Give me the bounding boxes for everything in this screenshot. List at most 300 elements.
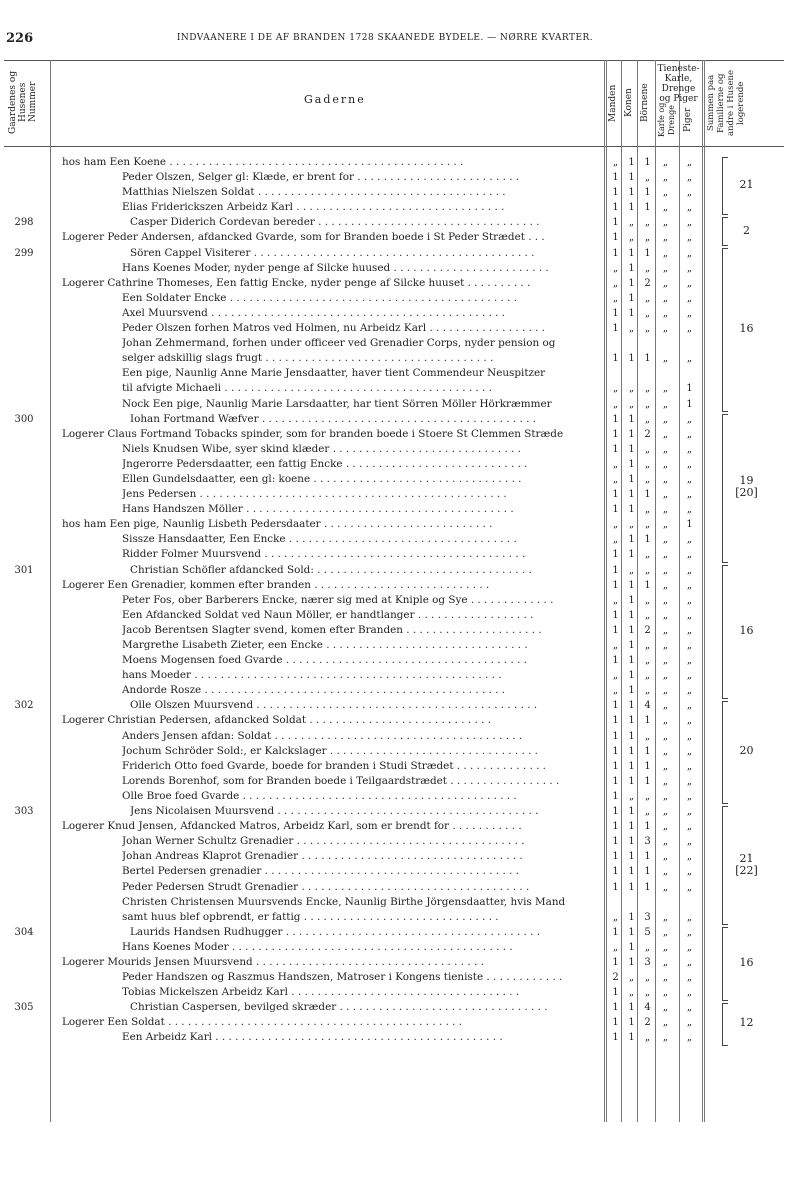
children-count: 1 bbox=[644, 579, 651, 591]
children-count: „ bbox=[644, 398, 651, 410]
servant-maids-count: „ bbox=[686, 217, 693, 229]
men-count: 1 bbox=[612, 323, 619, 335]
men-count: 1 bbox=[612, 956, 619, 968]
resident-entry: Elias Friderickszen Arbeidz Karl . . . . . . . . . . . . . . . . . . . . . . . . . . . . . . . . bbox=[122, 201, 505, 214]
children-count: 1 bbox=[644, 745, 651, 757]
resident-entry: Bertel Pedersen grenadier . . . . . . . . . . . . . . . . . . . . . . . . . . . . . . . . . . . . . . . bbox=[122, 865, 519, 878]
servant-men-count: „ bbox=[662, 790, 669, 802]
table-row bbox=[4, 563, 784, 578]
children-count: 1 bbox=[644, 866, 651, 878]
servant-men-count: „ bbox=[662, 1032, 669, 1044]
men-count: 1 bbox=[612, 232, 619, 244]
servant-men-count: „ bbox=[662, 217, 669, 229]
resident-entry: Peder Pedersen Strudt Grenadier . . . . . . . . . . . . . . . . . . . . . . . . . . . . . . . . . . . bbox=[122, 880, 530, 893]
wife-count: 1 bbox=[628, 202, 635, 214]
table-row bbox=[4, 849, 784, 864]
table-row bbox=[4, 442, 784, 457]
table-row bbox=[4, 804, 784, 819]
children-count: 1 bbox=[644, 187, 651, 199]
children-count: 4 bbox=[644, 700, 651, 712]
servant-men-count: „ bbox=[662, 700, 669, 712]
table-body bbox=[4, 155, 784, 1046]
servant-men-count: „ bbox=[662, 579, 669, 591]
table-row bbox=[4, 321, 784, 336]
resident-entry: Peder Olszen forhen Matros ved Holmen, nu Arbeidz Karl . . . . . . . . . . . . . . . . . . bbox=[122, 322, 546, 335]
children-count: „ bbox=[644, 790, 651, 802]
servant-maids-count: „ bbox=[686, 775, 693, 787]
resident-entry: Tobias Mickelszen Arbeidz Karl . . . . . . . . . . . . . . . . . . . . . . . . . . . . . . . . . . . bbox=[122, 986, 520, 999]
wife-count: 1 bbox=[628, 292, 635, 304]
wife-count: 1 bbox=[628, 277, 635, 289]
table-row bbox=[4, 261, 784, 276]
servant-men-count: „ bbox=[662, 473, 669, 485]
children-count: „ bbox=[644, 232, 651, 244]
men-count: „ bbox=[612, 458, 619, 470]
servant-maids-count: „ bbox=[686, 292, 693, 304]
resident-entry: Hans Handszen Möller . . . . . . . . . . . . . . . . . . . . . . . . . . . . . . . . . . . . . . . . . bbox=[122, 503, 514, 516]
servant-maids-count: „ bbox=[686, 715, 693, 727]
children-count: „ bbox=[644, 594, 651, 606]
wife-count: 1 bbox=[628, 670, 635, 682]
servant-maids-count: „ bbox=[686, 443, 693, 455]
men-count: „ bbox=[612, 292, 619, 304]
col-house-number: Gaardenes og Husenes Nummer bbox=[8, 70, 38, 134]
table-row bbox=[4, 683, 784, 698]
children-count: 1 bbox=[644, 821, 651, 833]
servant-maids-count: „ bbox=[686, 579, 693, 591]
servant-maids-count: „ bbox=[686, 1002, 693, 1014]
servant-maids-count: „ bbox=[686, 866, 693, 878]
servant-men-count: „ bbox=[662, 715, 669, 727]
table-row bbox=[4, 230, 784, 245]
resident-entry: Friderich Otto foed Gvarde, boede for branden i Studi Strædet . . . . . . . . . . . . . . bbox=[122, 759, 546, 772]
wife-count: 1 bbox=[628, 941, 635, 953]
wife-count: 1 bbox=[628, 624, 635, 636]
servant-maids-count: „ bbox=[686, 685, 693, 697]
table-row bbox=[4, 155, 784, 170]
wife-count: 1 bbox=[628, 821, 635, 833]
men-count: 1 bbox=[612, 836, 619, 848]
resident-entry: Matthias Nielszen Soldat . . . . . . . . . . . . . . . . . . . . . . . . . . . . . . . . . . . . . . bbox=[122, 186, 506, 199]
servant-men-count: „ bbox=[662, 534, 669, 546]
servant-maids-count: „ bbox=[686, 473, 693, 485]
table-row bbox=[4, 397, 784, 412]
wife-count: 1 bbox=[628, 307, 635, 319]
table-row bbox=[4, 713, 784, 728]
servant-maids-count: „ bbox=[686, 323, 693, 335]
resident-entry: Olle Olszen Muursvend . . . . . . . . . . . . . . . . . . . . . . . . . . . . . . . . . . . . . . . . . . . bbox=[130, 699, 538, 712]
servant-maids-count: „ bbox=[686, 549, 693, 561]
men-count: 1 bbox=[612, 489, 619, 501]
servant-men-count: „ bbox=[662, 428, 669, 440]
wife-count: 1 bbox=[628, 926, 635, 938]
house-number: 298 bbox=[14, 217, 34, 229]
men-count: 1 bbox=[612, 187, 619, 199]
table-row bbox=[4, 638, 784, 653]
men-count: 1 bbox=[612, 700, 619, 712]
servant-maids-count: „ bbox=[686, 232, 693, 244]
wife-count: 1 bbox=[628, 609, 635, 621]
servant-maids-count: 1 bbox=[686, 519, 693, 531]
resident-entry: Peter Fos, ober Barberers Encke, nærer sig med at Kniple og Sye . . . . . . . . . . . . . bbox=[122, 593, 554, 606]
table-row bbox=[4, 880, 784, 895]
resident-entry: Jacob Berentsen Slagter svend, komen efter Branden . . . . . . . . . . . . . . . . . . . . . bbox=[122, 623, 542, 636]
wife-count: „ bbox=[628, 790, 635, 802]
servant-maids-count: „ bbox=[686, 851, 693, 863]
children-count: 1 bbox=[644, 851, 651, 863]
men-count: 1 bbox=[612, 806, 619, 818]
resident-entry: Casper Diderich Cordevan bereder . . . . . . . . . . . . . . . . . . . . . . . . . . . . . . . . . . bbox=[130, 216, 540, 229]
children-count: „ bbox=[644, 172, 651, 184]
household-total: 20 bbox=[739, 744, 754, 758]
col-servant-men: Karle og Drenge bbox=[657, 102, 676, 138]
table-row bbox=[4, 246, 784, 261]
table-row bbox=[4, 940, 784, 955]
servant-men-count: „ bbox=[662, 549, 669, 561]
men-count: 1 bbox=[612, 609, 619, 621]
men-count: „ bbox=[612, 262, 619, 274]
running-title: INDVAANERE I DE AF BRANDEN 1728 SKAANEDE BYDELE. — NØRRE KVARTER. bbox=[176, 33, 594, 43]
table-row bbox=[4, 653, 784, 668]
wife-count: 1 bbox=[628, 1017, 635, 1029]
children-count: „ bbox=[644, 640, 651, 651]
wife-count: „ bbox=[628, 232, 635, 244]
men-count: 1 bbox=[612, 1017, 619, 1029]
col-streets: Gaderne bbox=[304, 93, 366, 106]
wife-count: 1 bbox=[628, 745, 635, 757]
children-count: 3 bbox=[644, 911, 651, 923]
resident-entry: Christian Schöfler afdancked Sold: . . . . . . . . . . . . . . . . . . . . . . . . . . . . . . . . . bbox=[130, 563, 532, 576]
men-count: „ bbox=[612, 670, 619, 682]
wife-count: 1 bbox=[628, 715, 635, 727]
servant-maids-count: „ bbox=[686, 655, 693, 667]
servant-men-count: „ bbox=[662, 262, 669, 274]
men-count: 1 bbox=[612, 866, 619, 878]
servant-men-count: „ bbox=[662, 956, 669, 968]
resident-entry: Peder Olszen, Selger gl: Klæde, er brent for . . . . . . . . . . . . . . . . . . . . . . . . . bbox=[122, 171, 520, 184]
servant-men-count: „ bbox=[662, 775, 669, 787]
house-number: 302 bbox=[14, 700, 34, 712]
men-count: 1 bbox=[612, 775, 619, 787]
children-count: „ bbox=[644, 549, 651, 561]
servant-men-count: „ bbox=[662, 806, 669, 818]
wife-count: 1 bbox=[628, 458, 635, 470]
table-row bbox=[4, 502, 784, 517]
wife-count: „ bbox=[628, 323, 635, 335]
servant-men-count: „ bbox=[662, 655, 669, 667]
servant-men-count: „ bbox=[662, 730, 669, 742]
children-count: „ bbox=[644, 941, 651, 953]
resident-entry: Johan Werner Schultz Grenadier . . . . . . . . . . . . . . . . . . . . . . . . . . . . . . . . . . . bbox=[122, 835, 525, 848]
servant-maids-count: „ bbox=[686, 806, 693, 818]
resident-entry: Logerer Een Soldat . . . . . . . . . . . . . . . . . . . . . . . . . . . . . . . . . . . . . . . . . . . . . bbox=[62, 1016, 463, 1029]
servant-men-count: „ bbox=[662, 564, 669, 576]
servant-maids-count: „ bbox=[686, 941, 693, 953]
men-count: 1 bbox=[612, 790, 619, 802]
table-row bbox=[4, 366, 784, 381]
servant-maids-count: „ bbox=[686, 534, 693, 546]
servant-maids-count: „ bbox=[686, 700, 693, 712]
servant-men-count: „ bbox=[662, 911, 669, 923]
men-count: 1 bbox=[612, 247, 619, 259]
children-count: „ bbox=[644, 413, 651, 425]
children-count: 1 bbox=[644, 881, 651, 893]
men-count: „ bbox=[612, 519, 619, 531]
children-count: „ bbox=[644, 670, 651, 682]
table-row bbox=[4, 774, 784, 789]
servant-men-count: „ bbox=[662, 157, 669, 168]
wife-count: „ bbox=[628, 398, 635, 410]
resident-entry: Olle Broe foed Gvarde . . . . . . . . . . . . . . . . . . . . . . . . . . . . . . . . . . . . . . . . . . bbox=[122, 789, 517, 802]
children-count: „ bbox=[644, 307, 651, 319]
resident-entry: Jochum Schröder Sold:, er Kalckslager . . . . . . . . . . . . . . . . . . . . . . . . . . . . . . . . bbox=[122, 744, 538, 757]
resident-entry: Margrethe Lisabeth Zieter, een Encke . . . . . . . . . . . . . . . . . . . . . . . . . . . . . . . bbox=[122, 639, 528, 651]
wife-count: 1 bbox=[628, 594, 635, 606]
resident-entry: Logerer Knud Jensen, Afdancked Matros, Arbeidz Karl, som er brendt for . . . . . . . . . . . bbox=[62, 820, 522, 833]
children-count: „ bbox=[644, 609, 651, 621]
table-row bbox=[4, 1015, 784, 1030]
wife-count: 1 bbox=[628, 1002, 635, 1014]
children-count: „ bbox=[644, 564, 651, 576]
col-wife: Konen bbox=[624, 88, 634, 118]
servant-maids-count: 1 bbox=[686, 398, 693, 410]
servant-men-count: „ bbox=[662, 594, 669, 606]
household-total: 16 bbox=[739, 955, 754, 969]
men-count: „ bbox=[612, 534, 619, 546]
wife-count: 1 bbox=[628, 262, 635, 274]
men-count: 1 bbox=[612, 745, 619, 757]
table-row bbox=[4, 170, 784, 185]
men-count: „ bbox=[612, 157, 619, 168]
servant-maids-count: „ bbox=[686, 1032, 693, 1044]
table-row bbox=[4, 744, 784, 759]
children-count: 2 bbox=[644, 1017, 651, 1029]
table-row bbox=[4, 834, 784, 849]
servant-men-count: „ bbox=[662, 277, 669, 289]
children-count: „ bbox=[644, 685, 651, 697]
servant-maids-count: „ bbox=[686, 745, 693, 757]
servant-maids-count: „ bbox=[686, 594, 693, 606]
house-number: 304 bbox=[14, 926, 34, 938]
wife-count: 1 bbox=[628, 911, 635, 923]
servant-men-count: „ bbox=[662, 760, 669, 772]
table-row bbox=[4, 200, 784, 215]
resident-entry: Johan Zehmermand, forhen under officeer ved Grenadier Corps, nyder pension og bbox=[122, 337, 556, 350]
col-children: Börnene bbox=[640, 83, 650, 123]
resident-entry: Christen Christensen Muursvends Encke, Naunlig Birthe Jörgensdaatter, hvis Mand bbox=[122, 895, 566, 908]
wife-count: 1 bbox=[628, 851, 635, 863]
servant-men-count: „ bbox=[662, 1002, 669, 1014]
servant-men-count: „ bbox=[662, 821, 669, 833]
resident-entry: Laurids Handsen Rudhugger . . . . . . . . . . . . . . . . . . . . . . . . . . . . . . . . . . . . . . . bbox=[130, 925, 541, 938]
resident-entry: Logerer Claus Fortmand Tobacks spinder, som for branden boede i Stoere St Clemmen Stræde bbox=[62, 427, 564, 440]
servant-maids-count: „ bbox=[686, 157, 693, 168]
men-count: 1 bbox=[612, 202, 619, 214]
men-count: 1 bbox=[612, 1002, 619, 1014]
children-count: 2 bbox=[644, 277, 651, 289]
resident-entry: hos ham Een pige, Naunlig Lisbeth Pedersdaater . . . . . . . . . . . . . . . . . . . . . . . . . . bbox=[62, 518, 493, 531]
wife-count: 1 bbox=[628, 413, 635, 425]
resident-entry: Sören Cappel Visiterer . . . . . . . . . . . . . . . . . . . . . . . . . . . . . . . . . . . . . . . . . . . bbox=[130, 246, 535, 259]
resident-entry: Niels Knudsen Wibe, syer skind klæder . . . . . . . . . . . . . . . . . . . . . . . . . . . . . bbox=[122, 442, 521, 455]
table-row bbox=[4, 925, 784, 940]
men-count: 1 bbox=[612, 821, 619, 833]
servant-maids-count: „ bbox=[686, 987, 693, 999]
children-count: „ bbox=[644, 972, 651, 984]
resident-entry: Logerer Een Grenadier, kommen efter branden . . . . . . . . . . . . . . . . . . . . . . . . . . . bbox=[62, 578, 490, 591]
servant-maids-count: „ bbox=[686, 262, 693, 274]
men-count: 1 bbox=[612, 851, 619, 863]
servant-maids-count: „ bbox=[686, 760, 693, 772]
resident-entry: Ellen Gundelsdaatter, een gl: koene . . . . . . . . . . . . . . . . . . . . . . . . . . . . . . . . bbox=[122, 472, 522, 485]
servant-maids-count: „ bbox=[686, 428, 693, 440]
children-count: „ bbox=[644, 730, 651, 742]
table-row bbox=[4, 487, 784, 502]
children-count: „ bbox=[644, 383, 651, 395]
table-row bbox=[4, 336, 784, 351]
men-count: 1 bbox=[612, 504, 619, 516]
servant-men-count: „ bbox=[662, 624, 669, 636]
men-count: 1 bbox=[612, 624, 619, 636]
wife-count: 1 bbox=[628, 956, 635, 968]
children-count: 1 bbox=[644, 534, 651, 546]
servant-maids-count: „ bbox=[686, 956, 693, 968]
resident-entry: hans Moeder . . . . . . . . . . . . . . . . . . . . . . . . . . . . . . . . . . . . . . . . . . . . . . . bbox=[122, 669, 502, 682]
servant-maids-count: „ bbox=[686, 504, 693, 516]
servant-men-count: „ bbox=[662, 670, 669, 682]
household-total: 21 bbox=[739, 178, 754, 192]
servant-men-count: „ bbox=[662, 187, 669, 199]
servant-men-count: „ bbox=[662, 489, 669, 501]
servant-men-count: „ bbox=[662, 972, 669, 984]
resident-entry: Jens Nicolaisen Muursvend . . . . . . . . . . . . . . . . . . . . . . . . . . . . . . . . . . . . . . . . bbox=[130, 805, 539, 818]
wife-count: 1 bbox=[628, 187, 635, 199]
servant-maids-count: „ bbox=[686, 670, 693, 682]
resident-entry: Jens Pedersen . . . . . . . . . . . . . . . . . . . . . . . . . . . . . . . . . . . . . . . . . . . . . . . bbox=[122, 488, 507, 501]
men-count: 1 bbox=[612, 715, 619, 727]
servant-men-count: „ bbox=[662, 941, 669, 953]
servant-maids-count: „ bbox=[686, 172, 693, 184]
servant-maids-count: „ bbox=[686, 926, 693, 938]
household-total: 16 bbox=[739, 321, 754, 335]
servant-maids-count: „ bbox=[686, 640, 693, 651]
children-count: „ bbox=[644, 323, 651, 335]
children-count: 1 bbox=[644, 202, 651, 214]
servant-men-count: „ bbox=[662, 172, 669, 184]
table-row bbox=[4, 276, 784, 291]
men-count: 1 bbox=[612, 655, 619, 667]
men-count: „ bbox=[612, 594, 619, 606]
servant-maids-count: 1 bbox=[686, 383, 693, 395]
men-count: 1 bbox=[612, 353, 619, 365]
table-row bbox=[4, 910, 784, 925]
servant-maids-count: „ bbox=[686, 821, 693, 833]
wife-count: 1 bbox=[628, 353, 635, 365]
table-row bbox=[4, 306, 784, 321]
men-count: 1 bbox=[612, 564, 619, 576]
children-count: „ bbox=[644, 458, 651, 470]
servant-maids-count: „ bbox=[686, 277, 693, 289]
children-count: „ bbox=[644, 504, 651, 516]
wife-count: 1 bbox=[628, 443, 635, 455]
wife-count: „ bbox=[628, 217, 635, 229]
resident-entry: Peder Handszen og Raszmus Handszen, Matroser i Kongens tieniste . . . . . . . . . . . . bbox=[122, 971, 563, 984]
servant-men-count: „ bbox=[662, 413, 669, 425]
table-row bbox=[4, 578, 784, 593]
children-count: 4 bbox=[644, 1002, 651, 1014]
house-number: 301 bbox=[14, 564, 34, 576]
resident-entry: Logerer Christian Pedersen, afdancked Soldat . . . . . . . . . . . . . . . . . . . . . . . . . . . . bbox=[62, 714, 491, 727]
men-count: 1 bbox=[612, 307, 619, 319]
col-servant-maids: Piger bbox=[683, 107, 693, 133]
servant-men-count: „ bbox=[662, 685, 669, 697]
table-row bbox=[4, 895, 784, 910]
servant-men-count: „ bbox=[662, 866, 669, 878]
resident-entry: Axel Muursvend . . . . . . . . . . . . . . . . . . . . . . . . . . . . . . . . . . . . . . . . . . . . . bbox=[122, 306, 506, 319]
servant-maids-count: „ bbox=[686, 972, 693, 984]
children-count: 1 bbox=[644, 353, 651, 365]
col-men: Manden bbox=[608, 84, 618, 122]
resident-entry: Hans Koenes Moder, nyder penge af Silcke huused . . . . . . . . . . . . . . . . . . . . . . . . bbox=[122, 261, 549, 274]
resident-entry: Logerer Mourids Jensen Muursvend . . . . . . . . . . . . . . . . . . . . . . . . . . . . . . . . . . . bbox=[62, 955, 484, 968]
servant-maids-count: „ bbox=[686, 911, 693, 923]
servant-men-count: „ bbox=[662, 292, 669, 304]
servant-men-count: „ bbox=[662, 745, 669, 757]
men-count: „ bbox=[612, 640, 619, 651]
wife-count: 1 bbox=[628, 504, 635, 516]
household-total: 21 [22] bbox=[735, 851, 758, 877]
wife-count: 1 bbox=[628, 685, 635, 697]
resident-entry: til afvigte Michaeli . . . . . . . . . . . . . . . . . . . . . . . . . . . . . . . . . . . . . . . . . bbox=[122, 382, 492, 395]
resident-entry: Hans Koenes Moder . . . . . . . . . . . . . . . . . . . . . . . . . . . . . . . . . . . . . . . . . . . bbox=[122, 940, 513, 953]
children-count: „ bbox=[644, 987, 651, 999]
resident-entry: Een Afdancked Soldat ved Naun Möller, er handtlanger . . . . . . . . . . . . . . . . . . bbox=[122, 608, 534, 621]
servant-men-count: „ bbox=[662, 323, 669, 335]
servant-men-count: „ bbox=[662, 202, 669, 214]
wife-count: „ bbox=[628, 987, 635, 999]
men-count: 1 bbox=[612, 549, 619, 561]
wife-count: 1 bbox=[628, 549, 635, 561]
servant-men-count: „ bbox=[662, 247, 669, 259]
wife-count: 1 bbox=[628, 806, 635, 818]
resident-entry: Anders Jensen afdan: Soldat . . . . . . . . . . . . . . . . . . . . . . . . . . . . . . . . . . . . . . bbox=[122, 729, 523, 742]
men-count: 1 bbox=[612, 926, 619, 938]
servant-maids-count: „ bbox=[686, 564, 693, 576]
household-total: 16 bbox=[739, 623, 754, 637]
resident-entry: Christian Caspersen, bevilged skræder . . . . . . . . . . . . . . . . . . . . . . . . . . . . . . . . bbox=[130, 1001, 548, 1014]
children-count: „ bbox=[644, 443, 651, 455]
household-total: 19 [20] bbox=[735, 474, 758, 500]
children-count: „ bbox=[644, 262, 651, 274]
wife-count: 1 bbox=[628, 640, 635, 651]
men-count: „ bbox=[612, 911, 619, 923]
wife-count: „ bbox=[628, 383, 635, 395]
men-count: 1 bbox=[612, 413, 619, 425]
children-count: 1 bbox=[644, 775, 651, 787]
resident-entry: Moens Mogensen foed Gvarde . . . . . . . . . . . . . . . . . . . . . . . . . . . . . . . . . . . . . bbox=[122, 654, 527, 667]
resident-entry: Nock Een pige, Naunlig Marie Larsdaatter, har tient Sörren Möller Hörkræmmer bbox=[122, 397, 552, 410]
table-row bbox=[4, 608, 784, 623]
men-count: 1 bbox=[612, 172, 619, 184]
men-count: „ bbox=[612, 941, 619, 953]
children-count: 3 bbox=[644, 956, 651, 968]
wife-count: 1 bbox=[628, 836, 635, 848]
wife-count: „ bbox=[628, 564, 635, 576]
resident-entry: Een Arbeidz Karl . . . . . . . . . . . . . . . . . . . . . . . . . . . . . . . . . . . . . . . . . . . . bbox=[122, 1031, 503, 1044]
house-number: 305 bbox=[14, 1002, 34, 1014]
servant-maids-count: „ bbox=[686, 1017, 693, 1029]
table-row bbox=[4, 291, 784, 306]
